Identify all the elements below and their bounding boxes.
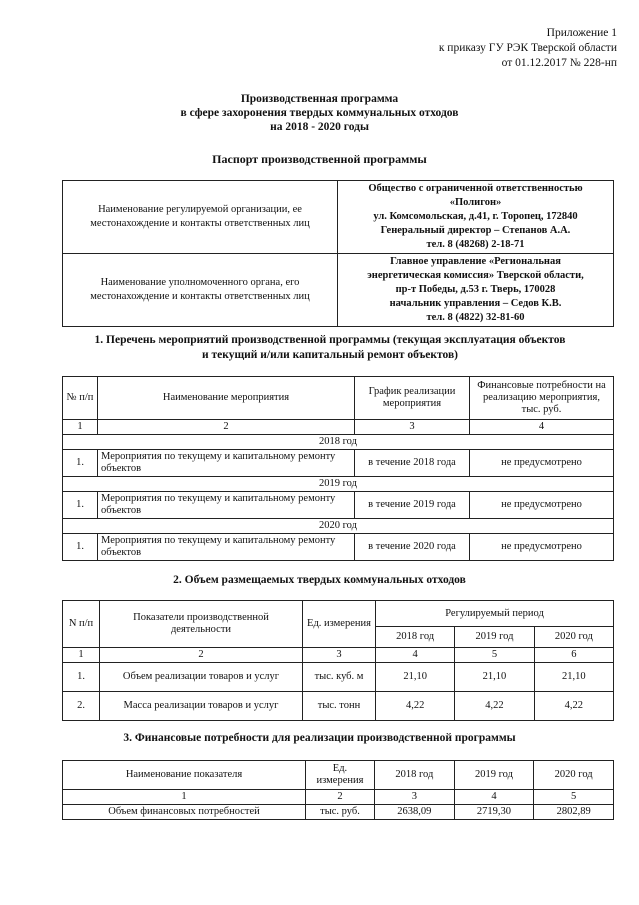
value-2018: 4,22: [376, 692, 455, 721]
row-num: 1.: [63, 663, 100, 692]
col-number: 1: [63, 648, 100, 663]
passport-table: [62, 180, 614, 327]
row-num: 2.: [63, 692, 100, 721]
passport-heading: Паспорт производственной программы: [212, 152, 427, 166]
year-row: [63, 477, 614, 492]
measures-table: [62, 376, 614, 561]
title-line-1: Производственная программа: [240, 93, 399, 105]
table-row: [63, 805, 614, 820]
table-header-row: [63, 601, 614, 627]
waste-volume-table: [62, 600, 614, 721]
appendix-line-3: от 01.12.2017 № 228-нп: [501, 57, 617, 69]
value-2018: 21,10: [376, 663, 455, 692]
section-3-heading: 3. Финансовые потребности для реализации производственной программы: [123, 732, 516, 744]
indicator-name: Масса реализации товаров и услуг: [100, 692, 303, 721]
unit: тыс. руб.: [306, 805, 375, 820]
passport-value-line: Главное управление «Региональная: [390, 256, 561, 267]
header-cell: Наименование показателя: [63, 761, 306, 790]
passport-value-line: Генеральный директор – Степанов А.А.: [380, 225, 571, 236]
passport-row: [63, 181, 614, 254]
passport-value-line: пр-т Победы, д.53 г. Тверь, 170028: [395, 284, 556, 295]
header-cell: Финансовые потребности на реализацию мероприятия, тыс. руб.: [470, 377, 614, 420]
section-1-heading-line-1: 1. Перечень мероприятий производственной программы (текущая эксплуатация объектов: [94, 334, 566, 346]
value-2019: 21,10: [455, 663, 534, 692]
passport-value-line: тел. 8 (48268) 2-18-71: [426, 239, 525, 250]
year-row: [63, 519, 614, 534]
passport-value: [338, 181, 614, 254]
period-header: Регулируемый период: [376, 601, 614, 627]
measure-name: Мероприятия по текущему и капитальному ремонту объектов: [98, 492, 355, 519]
col-number: 3: [375, 790, 455, 805]
col-number: 1: [63, 420, 98, 435]
year-label: 2020 год: [63, 519, 614, 534]
col-number: 3: [355, 420, 470, 435]
passport-value-line: ул. Комсомольская, д.41, г. Торопец, 172840: [373, 211, 578, 222]
col-number: 5: [455, 648, 534, 663]
title-line-2: в сфере захоронения твердых коммунальных отходов: [180, 107, 459, 119]
column-number-row: [63, 648, 614, 663]
appendix-note: [439, 26, 617, 71]
section-1-heading: [40, 333, 620, 363]
year-header: 2020 год: [534, 761, 614, 790]
finance: не предусмотрено: [470, 534, 614, 561]
schedule: в течение 2019 года: [355, 492, 470, 519]
passport-value-line: тел. 8 (4822) 32-81-60: [426, 312, 525, 323]
finance: не предусмотрено: [470, 450, 614, 477]
col-number: 2: [100, 648, 303, 663]
year-header: 2019 год: [454, 761, 534, 790]
year-header: 2018 год: [376, 627, 455, 648]
row-num: 1.: [63, 534, 98, 561]
indicator-name: Объем реализации товаров и услуг: [100, 663, 303, 692]
unit: тыс. куб. м: [303, 663, 376, 692]
year-header: 2020 год: [534, 627, 613, 648]
measure-name: Мероприятия по текущему и капитальному ремонту объектов: [98, 450, 355, 477]
header-cell: График реализации мероприятия: [355, 377, 470, 420]
col-number: 6: [534, 648, 613, 663]
header-cell: Показатели производственной деятельности: [100, 601, 303, 648]
header-cell: N п/п: [63, 601, 100, 648]
header-cell: Наименование мероприятия: [98, 377, 355, 420]
table-row: [63, 450, 614, 477]
year-header: 2018 год: [375, 761, 455, 790]
document-title: [0, 92, 639, 134]
table-row: [63, 692, 614, 721]
finance: не предусмотрено: [470, 492, 614, 519]
col-number: 4: [470, 420, 614, 435]
value-2020: 2802,89: [534, 805, 614, 820]
appendix-line-2: к приказу ГУ РЭК Тверской области: [438, 42, 617, 54]
table-row: [63, 492, 614, 519]
passport-value-line: Общество с ограниченной ответственностью: [368, 183, 583, 194]
value-2019: 4,22: [455, 692, 534, 721]
year-label: 2018 год: [63, 435, 614, 450]
section-1-heading-line-2: и текущий и/или капитальный ремонт объектов): [201, 349, 458, 361]
table-row: [63, 663, 614, 692]
passport-value-line: начальник управления – Седов К.В.: [389, 298, 562, 309]
section-2-heading: 2. Объем размещаемых твердых коммунальных отходов: [173, 574, 466, 586]
value-2020: 21,10: [534, 663, 613, 692]
column-number-row: [63, 790, 614, 805]
passport-value-line: энергетическая комиссия» Тверской области,: [367, 270, 584, 281]
col-number: 3: [303, 648, 376, 663]
title-line-3: на 2018 - 2020 годы: [270, 121, 369, 133]
row-num: 1.: [63, 450, 98, 477]
col-number: 4: [454, 790, 534, 805]
value-2020: 4,22: [534, 692, 613, 721]
value-2018: 2638,09: [375, 805, 455, 820]
col-number: 1: [63, 790, 306, 805]
col-number: 5: [534, 790, 614, 805]
schedule: в течение 2020 года: [355, 534, 470, 561]
header-cell: Ед. измерения: [306, 761, 375, 790]
passport-label: Наименование регулируемой организации, ее местонахождение и контакты ответственных лиц: [63, 181, 338, 254]
finance-table: [62, 760, 614, 820]
passport-label: Наименование уполномоченного органа, его местонахождение и контакты ответственных лиц: [63, 254, 338, 327]
year-label: 2019 год: [63, 477, 614, 492]
measure-name: Мероприятия по текущему и капитальному ремонту объектов: [98, 534, 355, 561]
table-row: [63, 534, 614, 561]
year-header: 2019 год: [455, 627, 534, 648]
header-cell: № п/п: [63, 377, 98, 420]
row-num: 1.: [63, 492, 98, 519]
passport-value-line: «Полигон»: [449, 197, 502, 208]
indicator-name: Объем финансовых потребностей: [63, 805, 306, 820]
column-number-row: [63, 420, 614, 435]
schedule: в течение 2018 года: [355, 450, 470, 477]
passport-value: [338, 254, 614, 327]
col-number: 2: [306, 790, 375, 805]
col-number: 4: [376, 648, 455, 663]
value-2019: 2719,30: [454, 805, 534, 820]
table-header-row: [63, 761, 614, 790]
year-row: [63, 435, 614, 450]
col-number: 2: [98, 420, 355, 435]
appendix-line-1: Приложение 1: [546, 27, 617, 39]
table-header-row: [63, 377, 614, 420]
passport-row: [63, 254, 614, 327]
unit: тыс. тонн: [303, 692, 376, 721]
header-cell: Ед. измерения: [303, 601, 376, 648]
